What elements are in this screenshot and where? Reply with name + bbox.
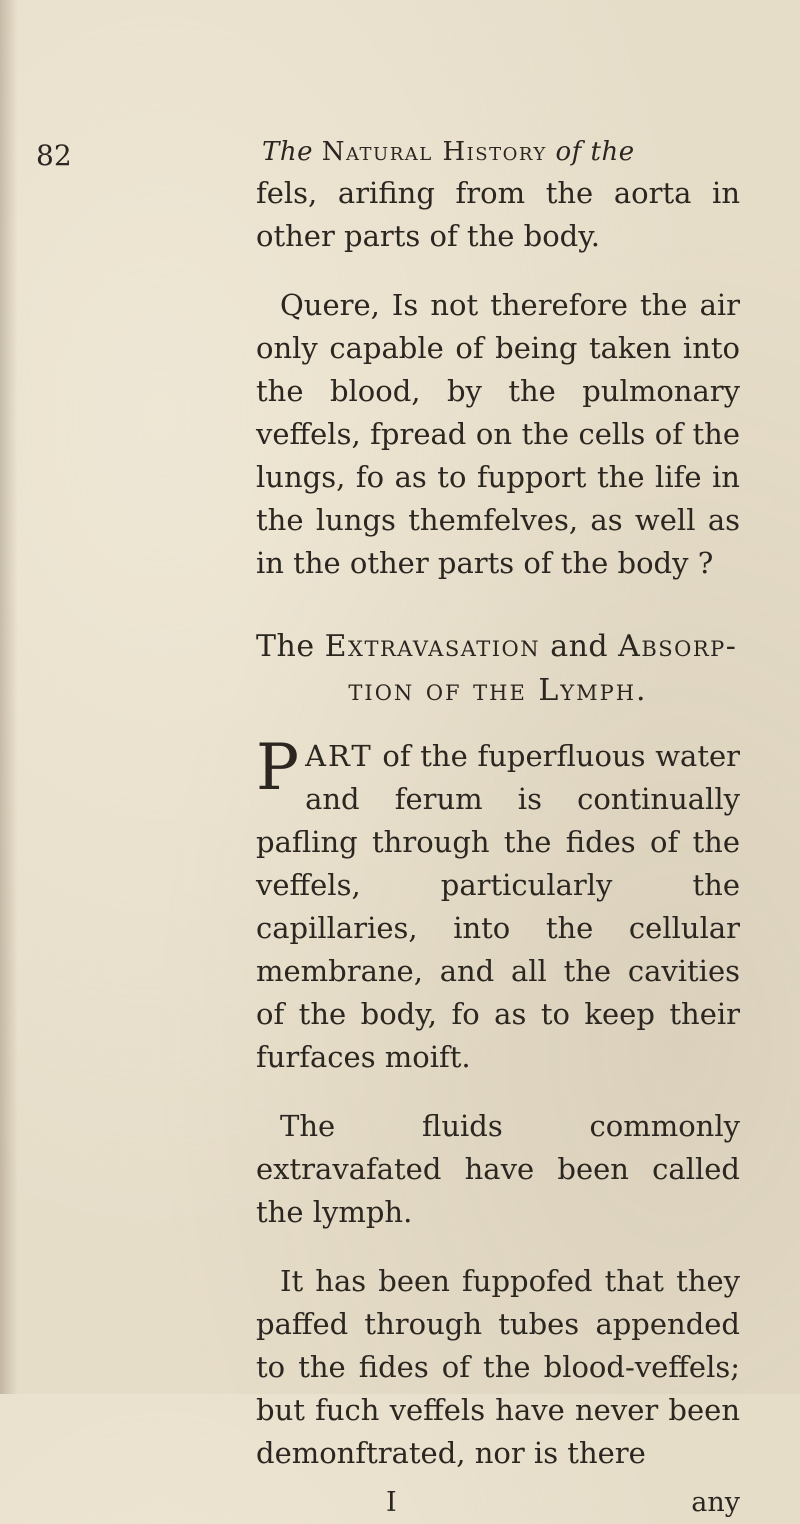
running-head-title: Natural History — [321, 137, 547, 167]
paragraph-part-text: of the fuperfluous water and ferum is continually pafling through the fides of the veffels, particularly the capillaries, into the cellular membrane, and all the cavities of the body, fo as to keep their furfaces moift. — [256, 739, 740, 1074]
catchword: any — [691, 1487, 740, 1518]
paragraph-continuation: fels, arifing from the aorta in other parts of the body. — [256, 176, 740, 253]
heading-conjunction: and — [550, 629, 609, 664]
paragraph-opening-caps: ART — [305, 739, 373, 773]
paragraph-fluids: The fluids commonly extravafated have been called the lymph. — [256, 1109, 740, 1229]
heading-line-2: tion of the Lymph. — [348, 673, 648, 708]
page-footer — [256, 1481, 740, 1521]
heading-term-2: Absorp- — [618, 629, 738, 664]
section-heading — [256, 625, 740, 713]
running-head-prefix: The — [262, 137, 313, 167]
running-head — [262, 137, 635, 167]
body-text — [256, 172, 740, 1521]
paragraph-tubes: It has been fuppofed that they paffed through tubes appended to the fides of the blood-veffels; but fuch veffels have never been demonftrated, nor is there — [256, 1264, 740, 1470]
paragraph-quere: Quere, Is not therefore the air only capable of being taken into the blood, by the pulmonary veffels, fpread on the cells of the lungs, fo as to fupport the life in the lungs themfelves, as well as in the other parts of the body ? — [256, 288, 740, 580]
drop-cap: P — [256, 731, 300, 805]
heading-prefix: The — [256, 629, 315, 664]
page-number: 82 — [36, 139, 72, 172]
running-head-suffix: of the — [555, 137, 635, 167]
paragraph-part — [256, 731, 740, 1079]
signature-mark: I — [386, 1487, 397, 1518]
heading-term-1: Extravasation — [324, 629, 541, 664]
page-fold-shadow — [0, 0, 18, 1394]
